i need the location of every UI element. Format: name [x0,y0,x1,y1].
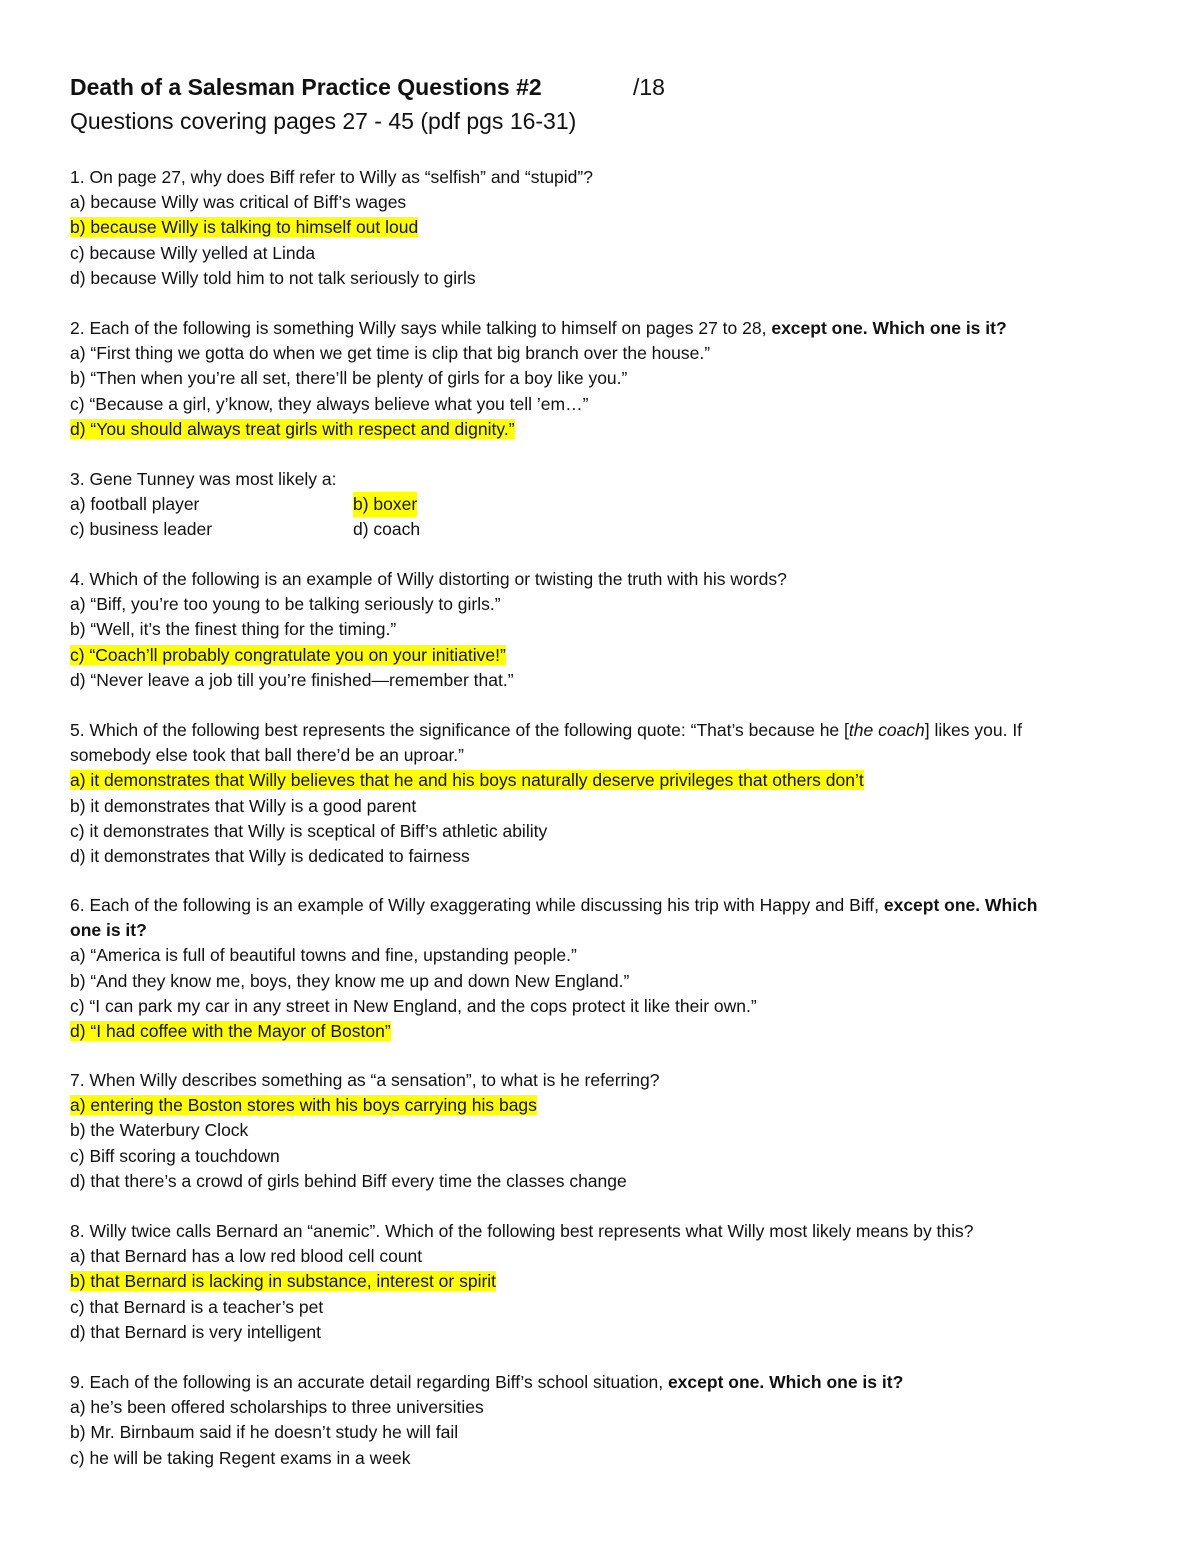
answer-option: a) that Bernard has a low red blood cell count [70,1246,423,1267]
stem-text: 5. Which of the following best represents the significance of the following quote: “That’s because he [ [70,720,849,740]
answer-option: c) because Willy yelled at Linda [70,242,316,263]
page-subtitle: Questions covering pages 27 - 45 (pdf pgs 16-31) [70,108,577,134]
question-3 [70,467,1130,543]
answer-option: a) he’s been offered scholarships to three universities [70,1397,484,1418]
stem-italic-text: the coach [848,720,925,740]
question-stem-continued: somebody else took that ball there’d be an uproar.” [70,745,464,766]
stem-bold-text: except one. Which [883,895,1038,915]
question-stem: 1. On page 27, why does Biff refer to Willy as “selfish” and “stupid”? [70,167,593,187]
question-4 [70,567,1130,693]
question-5 [70,718,1130,869]
answer-option: b) “Well, it’s the finest thing for the timing.” [70,619,397,640]
answer-option: a) football player [70,494,200,515]
answer-option: b) “And they know me, boys, they know me up and down New England.” [70,970,630,991]
answer-option: c) “Because a girl, y’know, they always believe what you tell ’em…” [70,393,589,414]
answer-option-highlighted: a) entering the Boston stores with his boys carrying his bags [70,1095,537,1116]
answer-option-highlighted: a) it demonstrates that Willy believes that he and his boys naturally deserve privileges that others don’t [70,770,864,791]
answer-option: c) he will be taking Regent exams in a week [70,1447,411,1468]
stem-bold-text: except one. Which one is it? [771,318,1007,338]
answer-option-highlighted: b) that Bernard is lacking in substance, interest or spirit [70,1271,497,1292]
answer-option: a) “First thing we gotta do when we get time is clip that big branch over the house.” [70,343,711,364]
answer-option: c) business leader [70,519,213,540]
stem-text: 9. Each of the following is an accurate detail regarding Biff’s school situation, [70,1372,668,1392]
stem-text: 2. Each of the following is something Willy says while talking to himself on pages 27 to 28, [70,318,772,338]
page-title: Death of a Salesman Practice Questions #2 [70,74,542,100]
answer-option: c) “I can park my car in any street in New England, and the cops protect it like their own.” [70,995,757,1016]
answer-option: a) “Biff, you’re too young to be talking seriously to girls.” [70,594,501,615]
question-stem: 8. Willy twice calls Bernard an “anemic”. Which of the following best represents what Willy most likely means by this? [70,1221,974,1241]
question-6 [70,893,1130,1044]
answer-option: d) that Bernard is very intelligent [70,1321,321,1342]
question-stem [70,718,1130,743]
answer-option-highlighted: b) boxer [353,492,417,517]
answer-option: b) it demonstrates that Willy is a good parent [70,795,417,816]
question-stem [70,316,1130,341]
answer-option: d) coach [353,519,421,540]
question-7 [70,1068,1130,1194]
answer-option: c) that Bernard is a teacher’s pet [70,1296,324,1317]
stem-text: ] likes you. If [924,720,1023,740]
answer-option: a) “America is full of beautiful towns and fine, upstanding people.” [70,945,577,966]
answer-option-highlighted: c) “Coach’ll probably congratulate you on your initiative!” [70,644,506,665]
question-8 [70,1219,1130,1345]
question-stem [70,1370,1130,1395]
answer-option: d) it demonstrates that Willy is dedicated to fairness [70,846,470,867]
answer-option: c) it demonstrates that Willy is sceptical of Biff’s athletic ability [70,820,548,841]
score-total: /18 [633,74,665,100]
answer-option-highlighted: d) “You should always treat girls with respect and dignity.” [70,418,515,439]
answer-option: c) Biff scoring a touchdown [70,1145,280,1166]
answer-option: d) because Willy told him to not talk seriously to girls [70,267,476,288]
question-2 [70,316,1130,442]
question-9 [70,1370,1130,1471]
question-stem: 4. Which of the following is an example of Willy distorting or twisting the truth with his words? [70,569,787,589]
answer-option: b) the Waterbury Clock [70,1120,249,1141]
answer-option: b) “Then when you’re all set, there’ll be plenty of girls for a boy like you.” [70,368,628,389]
answer-option: d) that there’s a crowd of girls behind Biff every time the classes change [70,1170,627,1191]
answer-option-highlighted: d) “I had coffee with the Mayor of Boston” [70,1021,391,1042]
answer-option: a) because Willy was critical of Biff’s wages [70,192,407,213]
question-stem [70,893,1130,918]
answer-option: d) “Never leave a job till you’re finished—remember that.” [70,669,514,690]
stem-bold-text: except one. Which one is it? [667,1372,904,1392]
question-stem-continued: one is it? [70,920,147,941]
question-stem: 7. When Willy describes something as “a sensation”, to what is he referring? [70,1070,660,1090]
answer-option: b) Mr. Birnbaum said if he doesn’t study he will fail [70,1422,459,1443]
question-1 [70,165,1130,291]
stem-text: 6. Each of the following is an example of Willy exaggerating while discussing his trip with Happy and Biff, [70,895,884,915]
question-stem: 3. Gene Tunney was most likely a: [70,469,337,489]
answer-option-highlighted: b) because Willy is talking to himself out loud [70,217,419,238]
